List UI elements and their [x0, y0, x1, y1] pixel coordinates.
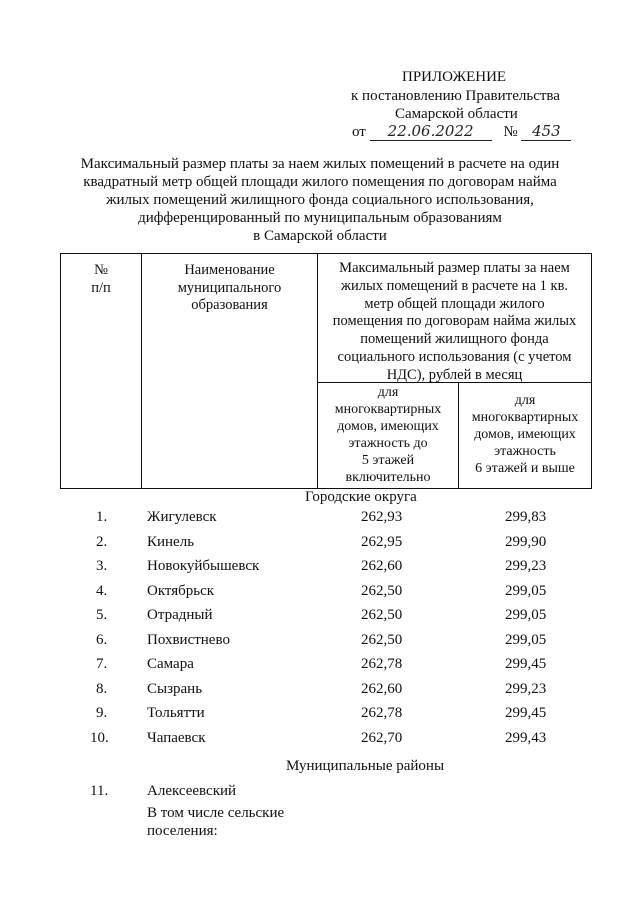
title-line: Максимальный размер платы за наем жилых помещений в расчете на один	[80, 156, 560, 172]
row-value-6-plus-floors: 299,23	[505, 680, 547, 697]
row-value-up-to-5-floors: 262,50	[361, 631, 403, 648]
header-num-symbol: №	[94, 262, 108, 278]
header-max-fee	[318, 260, 591, 385]
row-number: 2.	[96, 533, 108, 550]
row-value-up-to-5-floors: 262,78	[361, 656, 403, 672]
sub-note-line: поселения:	[147, 823, 218, 839]
row-number: 9.	[96, 705, 108, 721]
table-row	[0, 509, 640, 533]
sub-note-line: В том числе сельские	[147, 805, 285, 821]
row-name: Сызрань	[147, 680, 203, 697]
document-title	[40, 155, 600, 245]
header-max-line: помещения по договорам найма жилых	[332, 313, 577, 330]
row-number: 1.	[96, 509, 108, 525]
row-value-6-plus-floors: 299,43	[505, 729, 547, 746]
header-name	[142, 262, 317, 315]
header-name-line: Наименование	[184, 262, 275, 278]
header-col-b-line: многоквартирных	[471, 410, 579, 425]
table-row	[0, 783, 640, 807]
title-line: квадратный метр общей площади жилого помещения по договорам найма	[83, 174, 557, 190]
row-value-up-to-5-floors: 262,50	[361, 582, 403, 599]
table-row	[0, 607, 640, 631]
row-value-up-to-5-floors: 262,60	[361, 558, 403, 574]
header-col-up-to-5-floors	[318, 384, 458, 486]
title-line: жилых помещений жилищного фонда социального использования,	[106, 192, 534, 208]
header-max-line: помещений жилищного фонда	[360, 331, 549, 348]
table-row	[0, 583, 640, 607]
table-row	[0, 730, 640, 754]
header-col-a-line: многоквартирных	[334, 402, 442, 417]
appendix-region-line: Самарской области	[395, 106, 518, 122]
table-row	[0, 656, 640, 680]
table-row	[0, 681, 640, 705]
from-label: от	[352, 124, 366, 140]
header-max-line: социального использования (с учетом	[337, 348, 572, 365]
title-line: дифференцированный по муниципальным образованиям	[138, 210, 502, 226]
row-number: 3.	[96, 558, 108, 574]
row-number: 4.	[96, 582, 108, 599]
section-urban-districts: Городские округа	[305, 489, 417, 505]
table-row	[0, 705, 640, 729]
header-col-b-line: домов, имеющих	[474, 427, 576, 442]
header-max-line: метр общей площади жилого	[364, 295, 545, 312]
row-value-6-plus-floors: 299,45	[505, 656, 547, 672]
row-name: Кинель	[147, 533, 195, 550]
header-col-a-line: для	[377, 385, 399, 400]
row-name: Октябрьск	[147, 582, 215, 599]
table-border-top	[60, 253, 592, 254]
row-value-6-plus-floors: 299,45	[505, 705, 547, 721]
row-value-up-to-5-floors: 262,78	[361, 705, 403, 721]
row-number: 5.	[96, 607, 108, 623]
appendix-heading: ПРИЛОЖЕНИЕ	[402, 69, 507, 85]
row-value-up-to-5-floors: 262,60	[361, 680, 403, 697]
header-col-a-line: домов, имеющих	[337, 419, 439, 434]
row-name: Тольятти	[147, 705, 205, 721]
row-name: Самара	[147, 656, 194, 672]
row-value-up-to-5-floors: 262,95	[361, 533, 403, 550]
table-row	[0, 632, 640, 656]
header-name-line: муниципального	[177, 279, 282, 296]
header-num	[61, 262, 141, 297]
row-name: Жигулевск	[147, 509, 217, 525]
row-value-6-plus-floors: 299,90	[505, 533, 547, 550]
header-max-line: НДС), рублей в месяц	[386, 366, 523, 383]
row-value-6-plus-floors: 299,05	[505, 607, 547, 623]
row-value-6-plus-floors: 299,23	[505, 558, 547, 574]
row-name: Алексеевский	[147, 783, 237, 799]
appendix-resolution-line: к постановлению Правительства	[351, 88, 560, 104]
row-number: 7.	[96, 656, 108, 672]
row-name: Новокуйбышевск	[147, 558, 260, 574]
header-col-a-line: этажность до	[348, 436, 428, 451]
row-number: 10.	[90, 729, 109, 746]
sub-note	[147, 804, 284, 840]
handwritten-number: 453	[521, 122, 571, 141]
table-border-right	[591, 253, 592, 489]
row-number: 6.	[96, 631, 108, 648]
row-value-6-plus-floors: 299,83	[505, 509, 547, 525]
header-col-b-line: этажность	[494, 444, 556, 459]
header-col-6-plus-floors	[459, 392, 591, 477]
header-max-line: Максимальный размер платы за наем	[339, 260, 570, 276]
header-num-abbr: п/п	[91, 279, 111, 296]
row-value-6-plus-floors: 299,05	[505, 631, 547, 648]
row-value-up-to-5-floors: 262,50	[361, 607, 403, 623]
row-number: 8.	[96, 680, 108, 697]
header-max-line: жилых помещений в расчете на 1 кв.	[340, 277, 569, 294]
row-value-6-plus-floors: 299,05	[505, 582, 547, 599]
row-name: Похвистнево	[147, 631, 230, 648]
row-name: Чапаевск	[147, 729, 206, 746]
header-col-b-line: 6 этажей и выше	[475, 461, 575, 476]
row-number: 11.	[90, 783, 109, 799]
appendix-date-line	[352, 122, 571, 141]
header-col-a-line: 5 этажей	[361, 453, 415, 468]
title-line: в Самарской области	[253, 228, 387, 244]
table-row	[0, 534, 640, 558]
header-col-a-line: включительно	[345, 470, 431, 485]
row-value-up-to-5-floors: 262,93	[361, 509, 403, 525]
header-col-b-line: для	[514, 393, 536, 408]
header-name-line: образования	[191, 297, 268, 313]
table-row	[0, 558, 640, 582]
section-municipal-districts: Муниципальные районы	[286, 758, 445, 774]
handwritten-date: 22.06.2022	[370, 122, 492, 141]
number-label: №	[503, 124, 518, 140]
row-name: Отрадный	[147, 607, 213, 623]
row-value-up-to-5-floors: 262,70	[361, 729, 403, 746]
